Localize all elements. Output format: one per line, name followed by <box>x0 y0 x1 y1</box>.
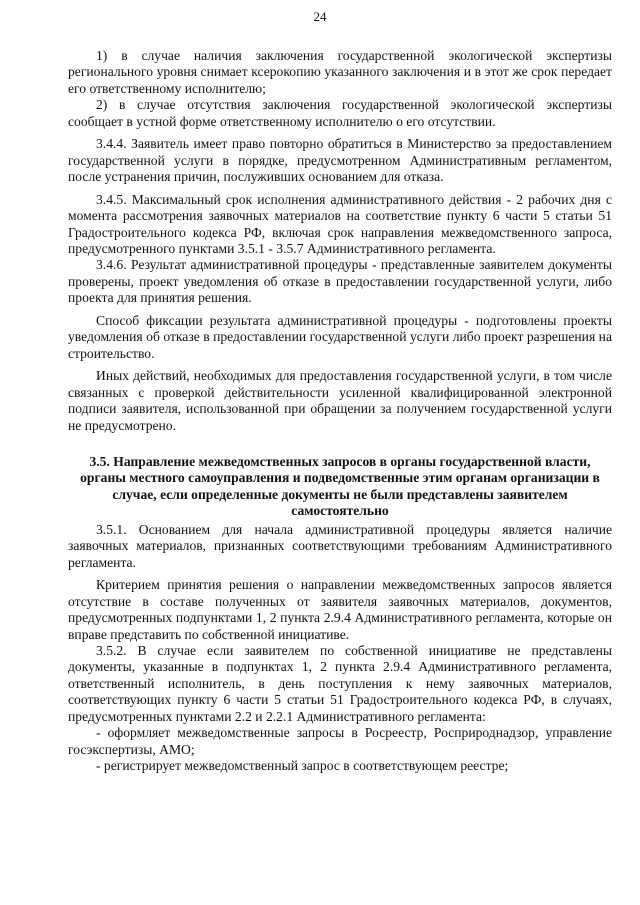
paragraph-fixation-method: Способ фиксации результата административной процедуры - подготовлены проекты уведомления об отказе в предоставлении государственной услуги либо проект разрешения на строительство. <box>68 312 612 361</box>
paragraph-item-1: 1) в случае наличия заключения государственной экологической экспертизы регионального уровня снимает ксерокопию указанного заключения и в этот же срок передает его ответственному исполнителю; <box>68 48 612 96</box>
section-heading-3-5: 3.5. Направление межведомственных запросов в органы государственной власти, органы местного самоуправления и подведомственные этим органам организации в случае, если определенные документы не были представлены заявителем самостоятельно <box>80 453 600 519</box>
paragraph-item-2: 2) в случае отсутствия заключения государственной экологической экспертизы сообщает в устной форме ответственному исполнителю о его отсутствии. <box>68 97 612 129</box>
list-item-prepare-requests: - оформляет межведомственные запросы в Росреестр, Росприроднадзор, управление госэкспертизы, АМО; <box>68 725 612 757</box>
paragraph-3-4-5: 3.4.5. Максимальный срок исполнения административного действия - 2 рабочих дня с момента рассмотрения заявочных материалов на соответствие пункту 6 части 5 статьи 51 Градостроительного кодекса РФ, включая срок направления межведомственного запроса, предусмотренного пунктами 3.5.1 - 3.5.7 Административного регламента. <box>68 191 612 256</box>
paragraph-other-actions: Иных действий, необходимых для предоставления государственной услуги, в том числе связанных с проверкой действительности усиленной квалифицированной электронной подписи заявителя, использованной при обращении за получением государственной услуги не предусмотрено. <box>68 368 612 433</box>
paragraph-3-5-2: 3.5.2. В случае если заявителем по собственной инициативе не представлены документы, указанные в подпунктах 1, 2 пункта 2.9.4 Административного регламента, ответственный исполнитель, в день поступления к нему заявочных материалов, соответствующих пункту 6 части 5 статьи 51 Градостроительного кодекса РФ, в случаях, предусмотренных пунктами 2.2 и 2.2.1 Административного регламента: <box>68 642 612 724</box>
list-item-register-request: - регистрирует межведомственный запрос в соответствующем реестре; <box>96 758 509 774</box>
paragraph-3-4-6: 3.4.6. Результат административной процедуры - представленные заявителем документы проверены, проект уведомления об отказе в предоставлении государственной услуги, либо проекта для принятия решения. <box>68 257 612 306</box>
document-body <box>68 48 612 775</box>
page-number: 24 <box>313 9 327 24</box>
paragraph-3-4-4: 3.4.4. Заявитель имеет право повторно обратиться в Министерство за предоставлением государственной услуги в порядке, предусмотренном Административным регламентом, после устранения причин, послуживших основанием для отказа. <box>68 136 612 185</box>
paragraph-decision-criterion: Критерием принятия решения о направлении межведомственных запросов является отсутствие в составе полученных от заявителя заявочных материалов, документов, предусмотренных подпунктами 1, 2 пункта 2.9.4 Административного регламента, которые он вправе представить по собственной инициативе. <box>68 577 612 642</box>
paragraph-3-5-1: 3.5.1. Основанием для начала административной процедуры является наличие заявочных материалов, признанных соответствующими требованиям Административного регламента. <box>68 521 612 570</box>
